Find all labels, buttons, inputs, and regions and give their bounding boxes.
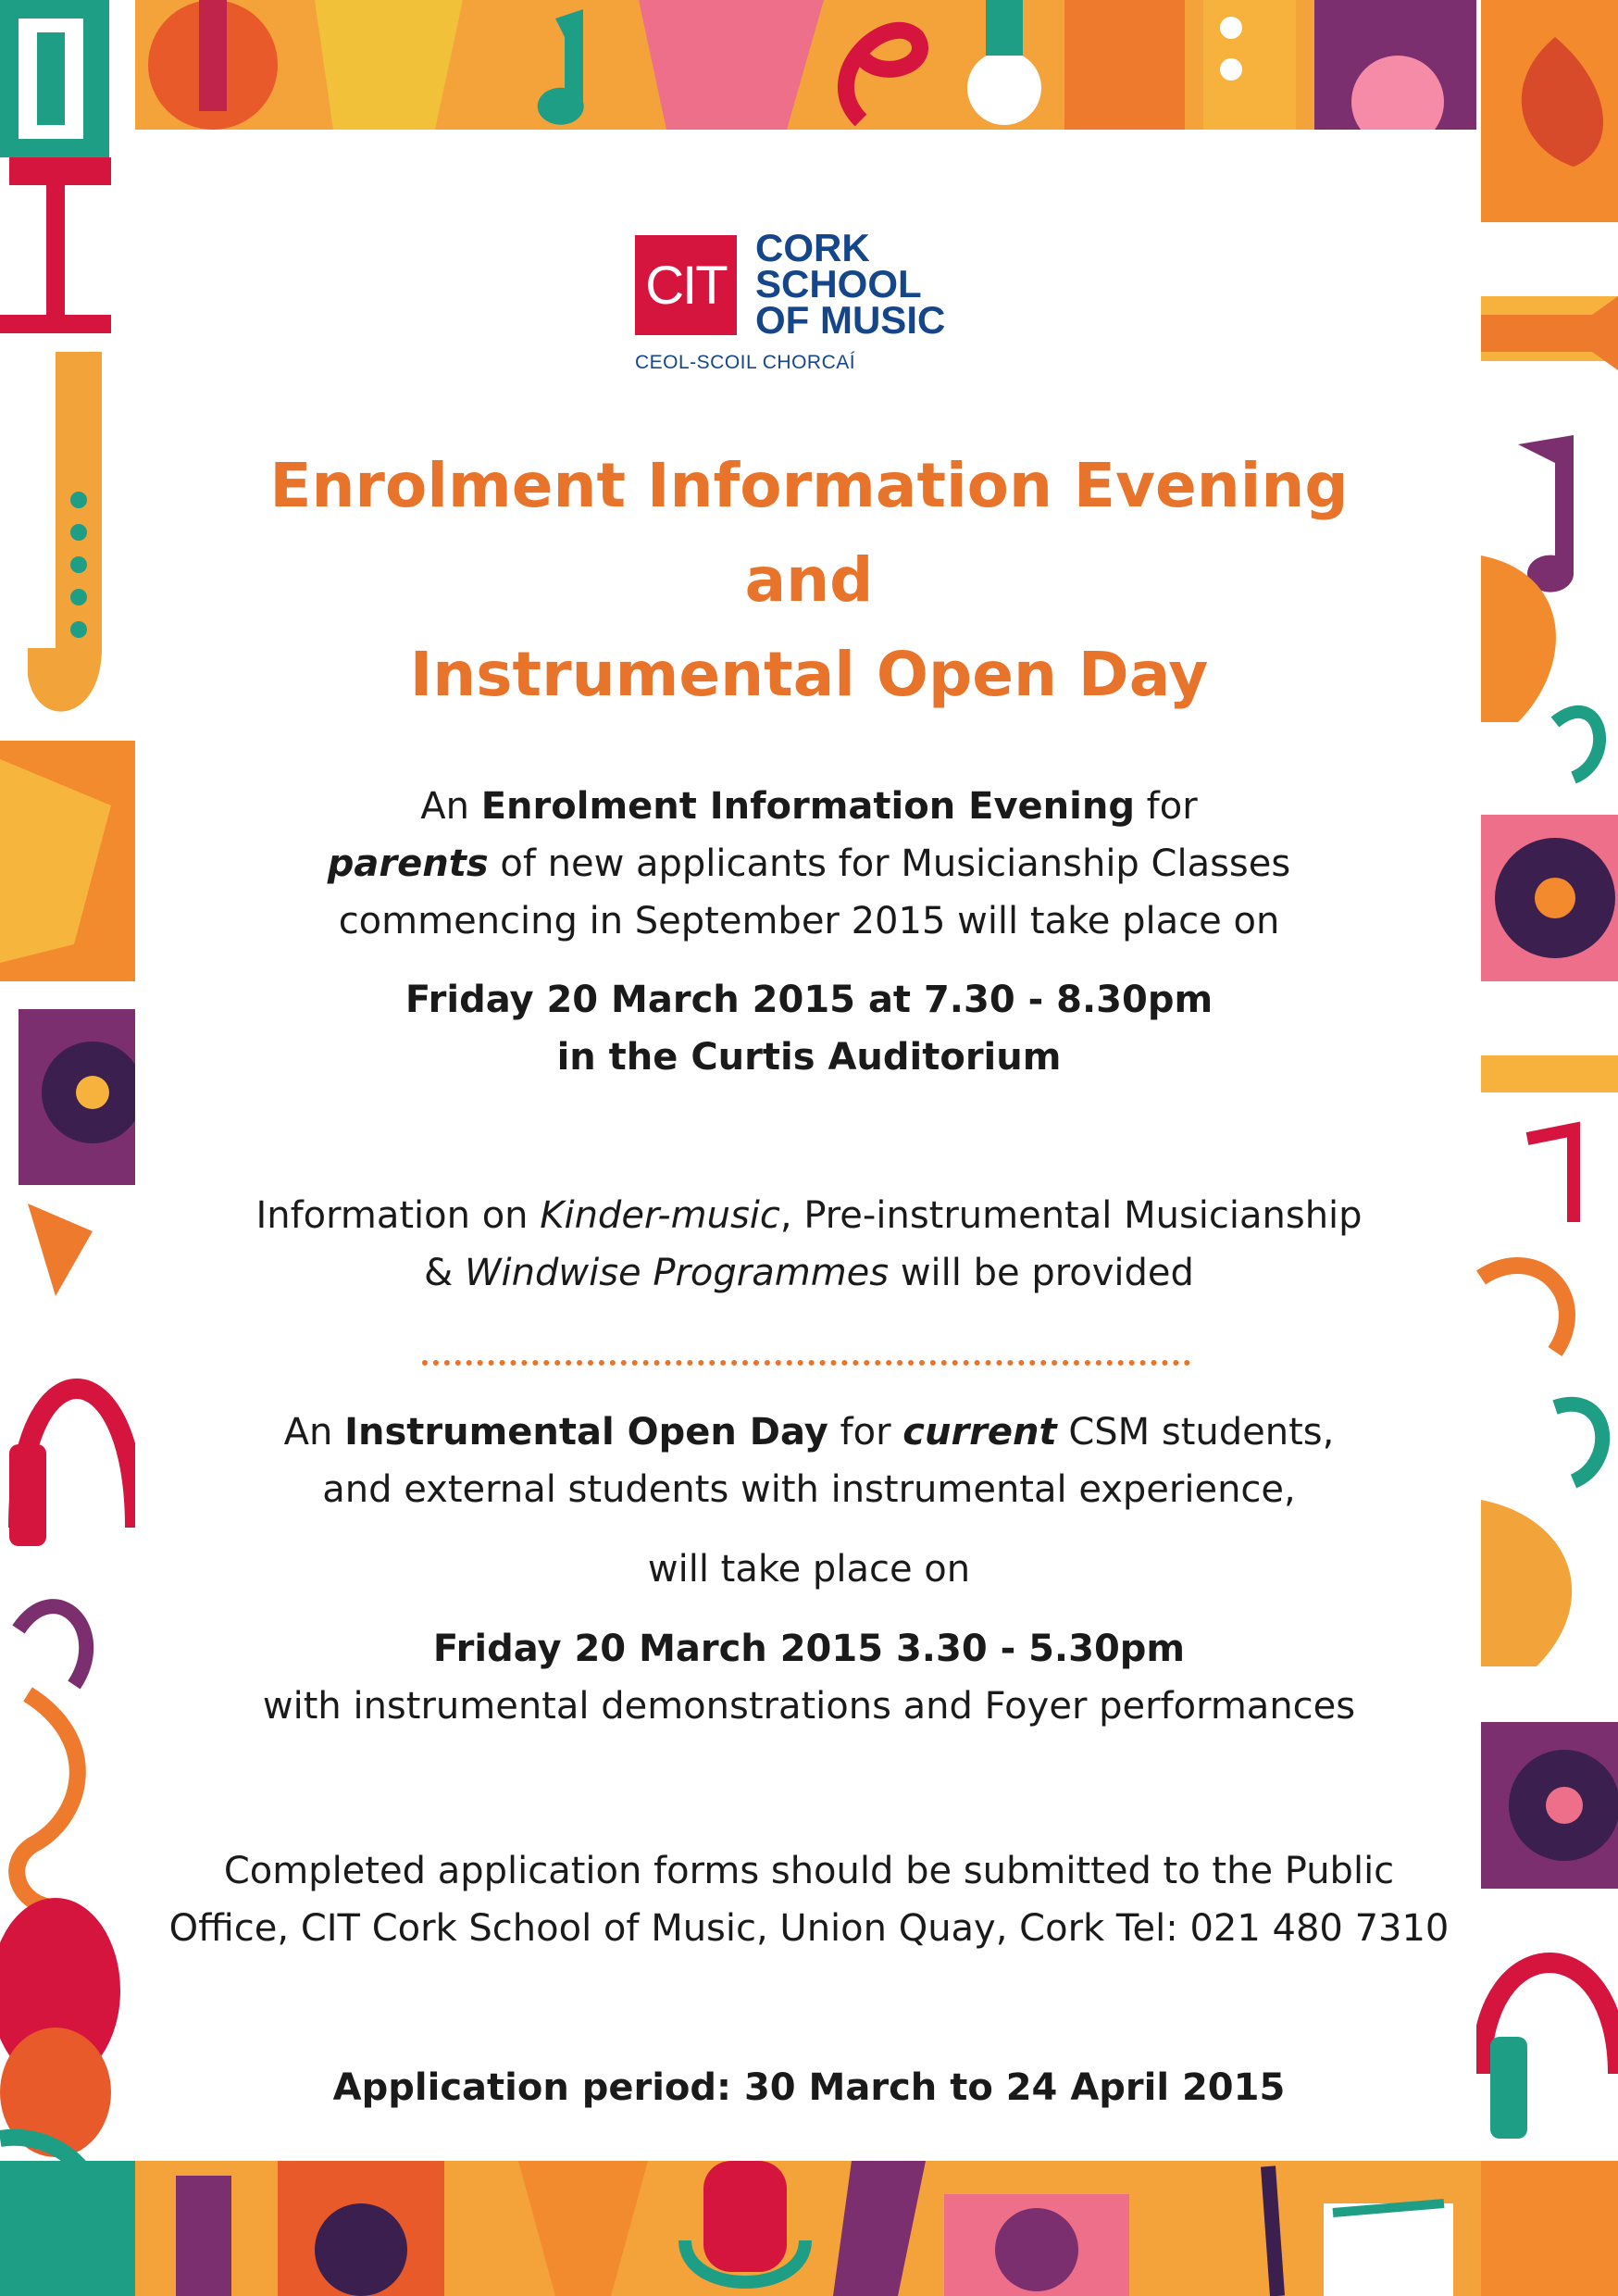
text-run: & (424, 1252, 465, 1294)
submission-line-1: Completed application forms should be submitted to the Public (223, 1850, 1395, 1892)
description-line-2 (0, 835, 1618, 892)
logo-name-line-2: SCHOOL (755, 262, 922, 306)
description-line-3: commencing in September 2015 will take place on (338, 900, 1280, 942)
microphone-icon (703, 2161, 787, 2272)
enrolment-evening-datetime (0, 971, 1618, 1086)
open-day-demonstrations: with instrumental demonstrations and Foyer performances (262, 1685, 1356, 1728)
windwise-label: Windwise Programmes (464, 1252, 890, 1294)
open-day-line-2: and external students with instrumental experience, (322, 1468, 1296, 1511)
text-run: CSM students, (1056, 1411, 1335, 1454)
submission-info (0, 1842, 1618, 1957)
parents-label: parents (327, 842, 489, 885)
enrolment-evening-label: Enrolment Information Evening (480, 785, 1135, 828)
text-run: for (1134, 785, 1198, 828)
kinder-music-label: Kinder-music (540, 1194, 780, 1237)
text-run: will be provided (889, 1252, 1194, 1294)
enrolment-venue: in the Curtis Auditorium (556, 1036, 1062, 1079)
description-line-1 (0, 778, 1618, 835)
enrolment-date: Friday 20 March 2015 at 7.30 - 8.30pm (404, 979, 1214, 1021)
programmes-info (0, 1187, 1618, 1302)
programmes-line-1 (0, 1187, 1618, 1244)
open-day-line-1 (0, 1404, 1618, 1461)
text-run: for (828, 1411, 903, 1454)
dotted-divider (422, 1360, 1190, 1366)
open-day-label: Instrumental Open Day (344, 1411, 828, 1454)
enrolment-evening-description (0, 778, 1618, 950)
submission-line-2: Office, CIT Cork School of Music, Union Quay, Cork Tel: 021 480 7310 (168, 1907, 1450, 1950)
logo-subtitle: CEOL-SCOIL CHORCAÍ (635, 352, 856, 373)
open-day-description (0, 1404, 1618, 1518)
logo-name-line-3: OF MUSIC (755, 298, 946, 342)
title-line-1: Enrolment Information Evening (269, 450, 1349, 521)
programmes-line-2 (0, 1244, 1618, 1302)
text-run: An (283, 1411, 345, 1454)
logo-name (755, 226, 996, 342)
current-label: current (902, 1411, 1057, 1454)
title-line-3: Instrumental Open Day (409, 639, 1209, 710)
text-run: Information on (255, 1194, 541, 1237)
application-period: Application period: 30 March to 24 April 2015 (332, 2066, 1286, 2109)
text-run: , Pre-instrumental Musicianship (779, 1194, 1363, 1237)
page-title (0, 439, 1618, 722)
open-day-date: Friday 20 March 2015 3.30 - 5.30pm (432, 1628, 1186, 1670)
title-line-2: and (744, 544, 874, 616)
logo-name-line-1: CORK (755, 226, 870, 269)
text-run: An (420, 785, 481, 828)
open-day-take-place: will take place on (647, 1548, 971, 1591)
text-run: of new applicants for Musicianship Classes (488, 842, 1291, 885)
cit-logo-box: CIT (635, 235, 737, 335)
